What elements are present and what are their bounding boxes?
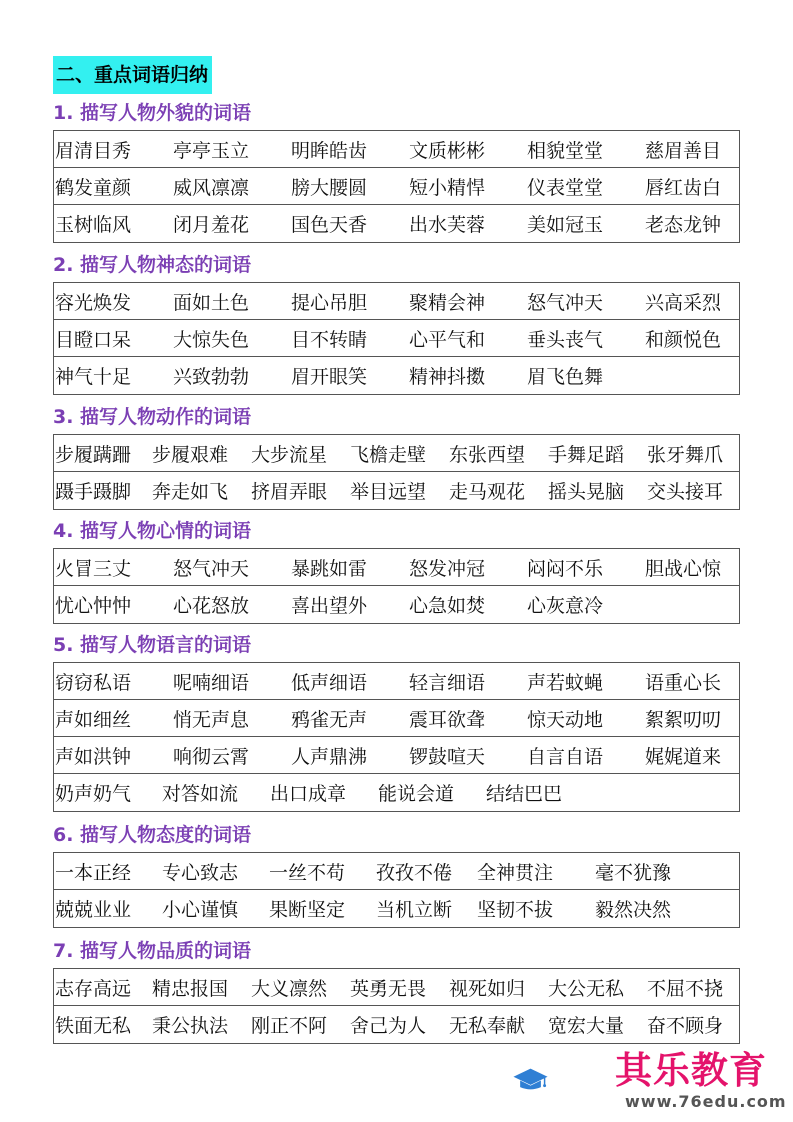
section-heading: 2. 描写人物神态的词语: [53, 254, 252, 276]
word-cell: 兴高采烈: [645, 291, 722, 314]
table-row: [54, 435, 739, 472]
word-cell: 蹑手蹑脚: [55, 481, 132, 503]
word-cell: 短小精悍: [409, 176, 486, 199]
word-cell: 声若蚊蝇: [527, 671, 604, 694]
word-cell: 闭月羞花: [173, 214, 250, 236]
word-cell: 低声细语: [291, 671, 368, 694]
section-heading: 3. 描写人物动作的词语: [53, 406, 252, 428]
word-cell: 结结巴巴: [486, 783, 563, 805]
page-title: 二、重点词语归纳: [53, 56, 212, 94]
section-heading: 6. 描写人物态度的词语: [53, 824, 252, 846]
word-cell: 神气十足: [55, 366, 132, 388]
section-attitude: [53, 818, 740, 928]
word-cell: 眉清目秀: [55, 139, 132, 162]
word-cell: 出口成章: [270, 783, 347, 805]
word-cell: 无私奉献: [449, 1015, 526, 1037]
word-cell: 悄无声息: [173, 708, 250, 731]
word-cell: 暴跳如雷: [291, 557, 368, 580]
word-cell: 娓娓道来: [645, 745, 722, 768]
word-cell: 奔走如飞: [152, 481, 229, 503]
word-cell: 容光焕发: [55, 291, 132, 314]
section-character: [53, 934, 740, 1044]
word-cell: 张牙舞爪: [647, 443, 724, 466]
word-cell: 心平气和: [409, 328, 486, 351]
table-row: [54, 1006, 739, 1043]
word-cell: 声如洪钟: [55, 745, 132, 768]
section-action: [53, 400, 740, 510]
word-table: [53, 968, 740, 1044]
word-cell: 锣鼓喧天: [409, 745, 486, 768]
word-cell: 毅然决然: [595, 899, 672, 921]
word-table: [53, 662, 740, 812]
word-cell: 举目远望: [350, 481, 427, 503]
word-cell: 垂头丧气: [527, 328, 604, 351]
word-cell: 提心吊胆: [291, 291, 368, 314]
word-cell: 兢兢业业: [55, 899, 132, 921]
word-cell: 唇红齿白: [645, 176, 722, 199]
word-cell: 飞檐走壁: [350, 443, 427, 466]
word-cell: 人声鼎沸: [291, 745, 368, 768]
table-row: [54, 737, 739, 774]
word-cell: 眉飞色舞: [527, 366, 604, 388]
word-cell: 心急如焚: [409, 595, 486, 617]
word-cell: 怒气冲天: [527, 291, 604, 314]
section-heading: 4. 描写人物心情的词语: [53, 520, 252, 542]
word-cell: 专心致志: [162, 861, 239, 884]
table-row: [54, 131, 739, 168]
word-cell: 自言自语: [527, 745, 604, 768]
word-cell: 宽宏大量: [548, 1015, 625, 1037]
word-cell: 眉开眼笑: [291, 366, 368, 388]
table-row: [54, 205, 739, 242]
word-cell: 膀大腰圆: [291, 176, 368, 199]
table-row: [54, 774, 739, 811]
word-cell: 手舞足蹈: [548, 443, 625, 466]
word-cell: 怒发冲冠: [409, 557, 486, 580]
word-cell: 仪表堂堂: [527, 176, 604, 199]
word-cell: 孜孜不倦: [376, 861, 453, 884]
section-heading: 7. 描写人物品质的词语: [53, 940, 252, 962]
word-cell: 响彻云霄: [173, 745, 250, 768]
word-cell: 交头接耳: [647, 481, 724, 503]
section-expression: [53, 248, 740, 395]
word-cell: 奋不顾身: [647, 1015, 724, 1037]
word-cell: 挤眉弄眼: [251, 481, 328, 503]
word-cell: 心灰意冷: [527, 595, 604, 617]
table-row: [54, 663, 739, 700]
word-cell: 能说会道: [378, 783, 455, 805]
table-row: [54, 853, 739, 890]
table-row: [54, 320, 739, 357]
word-cell: 兴致勃勃: [173, 366, 250, 388]
word-cell: 呢喃细语: [173, 671, 250, 694]
table-row: [54, 357, 739, 394]
word-cell: 胆战心惊: [645, 557, 722, 580]
word-table: [53, 282, 740, 395]
word-cell: 坚韧不拔: [477, 899, 554, 921]
word-cell: 舍己为人: [350, 1015, 427, 1037]
word-cell: 威风凛凛: [173, 176, 250, 199]
word-cell: 精神抖擞: [409, 366, 486, 388]
word-cell: 老态龙钟: [645, 214, 722, 236]
word-cell: 和颜悦色: [645, 328, 722, 351]
word-cell: 铁面无私: [55, 1015, 132, 1037]
word-cell: 火冒三丈: [55, 557, 132, 580]
word-cell: 一丝不苟: [269, 861, 346, 884]
word-cell: 毫不犹豫: [595, 861, 672, 884]
table-row: [54, 969, 739, 1006]
word-cell: 一本正经: [55, 861, 132, 884]
word-cell: 目瞪口呆: [55, 328, 132, 351]
word-cell: 相貌堂堂: [527, 139, 604, 162]
word-cell: 文质彬彬: [409, 139, 486, 162]
word-cell: 鹤发童颜: [55, 176, 132, 199]
section-heading: 5. 描写人物语言的词语: [53, 634, 252, 656]
word-cell: 鸦雀无声: [291, 708, 368, 731]
word-cell: 窃窃私语: [55, 671, 132, 694]
table-row: [54, 283, 739, 320]
word-cell: 震耳欲聋: [409, 708, 486, 731]
word-cell: 慈眉善目: [645, 139, 722, 162]
word-cell: 当机立断: [376, 899, 453, 921]
word-table: [53, 434, 740, 510]
word-cell: 国色天香: [291, 214, 368, 236]
section-speech: [53, 628, 740, 812]
word-cell: 美如冠玉: [527, 214, 604, 236]
table-row: [54, 472, 739, 509]
word-cell: 不屈不挠: [647, 977, 724, 1000]
word-cell: 闷闷不乐: [527, 557, 604, 580]
brand-url: www.76edu.com: [625, 1092, 787, 1111]
brand-name: 其乐教育: [615, 1049, 767, 1092]
word-table: [53, 548, 740, 624]
word-cell: 果断坚定: [269, 899, 346, 921]
word-cell: 步履蹒跚: [55, 443, 132, 466]
word-cell: 奶声奶气: [55, 783, 132, 805]
word-cell: 明眸皓齿: [291, 139, 368, 162]
word-cell: 全神贯注: [477, 861, 554, 884]
word-cell: 步履艰难: [152, 443, 229, 466]
graduation-cap-icon: [512, 1045, 612, 1113]
word-cell: 视死如归: [449, 977, 526, 1000]
word-cell: 大惊失色: [173, 328, 250, 351]
word-cell: 走马观花: [449, 481, 526, 503]
table-row: [54, 549, 739, 586]
word-cell: 小心谨慎: [162, 899, 239, 921]
word-cell: 出水芙蓉: [409, 214, 486, 236]
word-cell: 刚正不阿: [251, 1015, 328, 1037]
word-cell: 絮絮叨叨: [645, 708, 722, 731]
word-cell: 语重心长: [645, 671, 722, 694]
word-cell: 摇头晃脑: [548, 481, 625, 503]
section-mood: [53, 514, 740, 624]
word-cell: 目不转睛: [291, 328, 368, 351]
word-cell: 心花怒放: [173, 595, 250, 617]
word-cell: 怒气冲天: [173, 557, 250, 580]
word-cell: 大步流星: [251, 443, 328, 466]
word-table: [53, 852, 740, 928]
word-cell: 声如细丝: [55, 708, 132, 731]
word-cell: 惊天动地: [527, 708, 604, 731]
word-cell: 忧心忡忡: [55, 595, 132, 617]
word-cell: 面如土色: [173, 291, 250, 314]
word-cell: 喜出望外: [291, 595, 368, 617]
table-row: [54, 586, 739, 623]
word-cell: 聚精会神: [409, 291, 486, 314]
word-cell: 大义凛然: [251, 977, 328, 1000]
word-cell: 志存高远: [55, 977, 132, 1000]
word-cell: 精忠报国: [152, 977, 229, 1000]
section-appearance: [53, 96, 740, 243]
word-table: [53, 130, 740, 243]
table-row: [54, 168, 739, 205]
table-row: [54, 700, 739, 737]
word-cell: 东张西望: [449, 443, 526, 466]
table-row: [54, 890, 739, 927]
section-heading: 1. 描写人物外貌的词语: [53, 102, 252, 124]
word-cell: 轻言细语: [409, 671, 486, 694]
word-cell: 英勇无畏: [350, 977, 427, 1000]
word-cell: 亭亭玉立: [173, 139, 250, 162]
word-cell: 大公无私: [548, 977, 625, 1000]
word-cell: 秉公执法: [152, 1015, 229, 1037]
word-cell: 玉树临风: [55, 214, 132, 236]
word-cell: 对答如流: [162, 783, 239, 805]
